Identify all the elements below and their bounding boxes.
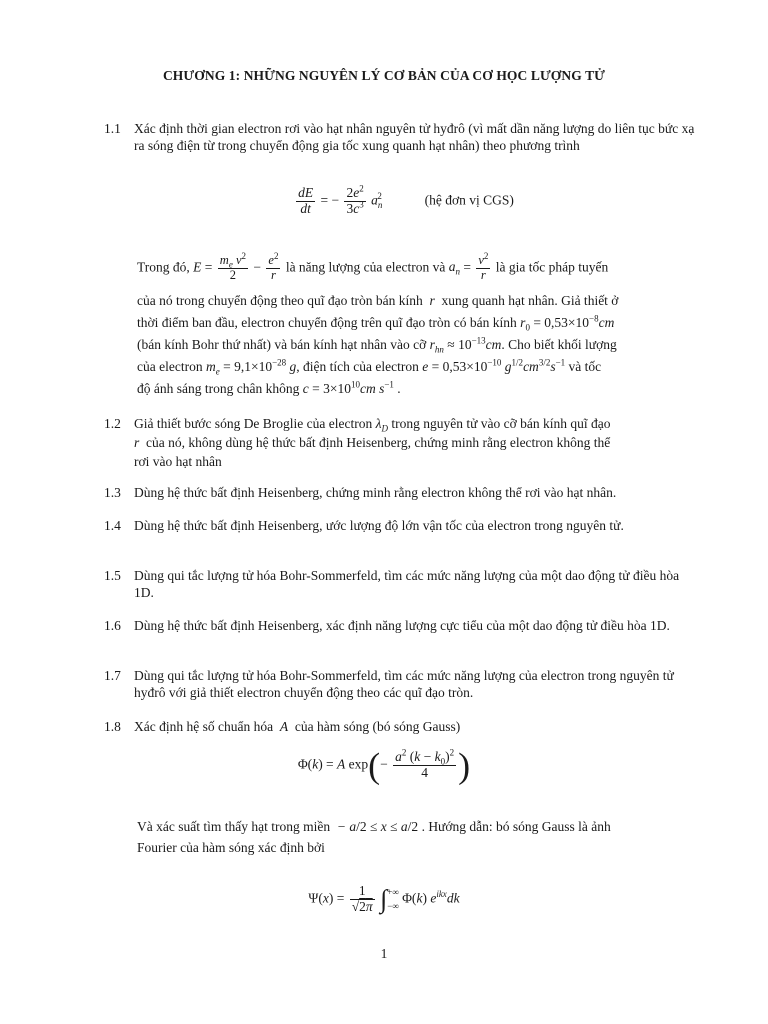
problem-text: Xác định thời gian electron rơi vào hạt nhân nguyên tử hyđrô (vì mất dần năng lượng do liên tục bức xạ ra sóng điện từ trong chuyển động gia tốc xung quanh hạt nhân) theo phương trình	[134, 121, 695, 153]
problem-1-1-details: Trong đó, E = $\frac{m_e v^2}{2}$ − $\frac{e^2}{r}$ là năng lượng của electron và $a_n$ = $\frac{v^2}{r}$ là gia tốc pháp tuyến của nó trong chuyển động theo quĩ đạo tròn bán kính r xung quanh hạt nhân. Giả thiết ở thời điểm ban đầu, electron chuyển động trên quĩ đạo tròn có bán kính $r_0 = 0,53\times 10^{-8}cm$ (bán kính Bohr thứ nhất) và bán kính hạt nhân vào cỡ $r_{hn} \approx 10^{-13}cm$. Cho biết khối lượng của electron $m_e = 9,1\times 10^{-28}$ g, điện tích của electron $e = 0,53\times 10^{-10}$ $g^{1/2}cm^{3/2}s^{-1}$ và tốc độ ánh sáng trong chân không $c = 3\times 10^{10}cm$ $s^{-1}$ .	[137, 250, 619, 396]
text-fragment: là gia tốc pháp tuyến	[495, 259, 609, 275]
problem-text: Giả thiết bước sóng De Broglie của electron $\lambda_D$ trong nguyên tử vào cỡ bán kính quĩ đạo r của nó, không dùng hệ thức bất định Heisenberg, chứng minh rằng electron không thể rơi vào hạt nhân	[134, 416, 611, 469]
text-fragment: Xác định hệ số chuẩn hóa	[134, 719, 274, 734]
problem-text: Dùng hệ thức bất định Heisenberg, xác định năng lượng cực tiểu của một dao động tử điều hòa 1D.	[134, 618, 670, 633]
text-fragment: (bán kính Bohr thứ nhất) và bán kính hạt nhân vào cỡ	[137, 337, 427, 352]
text-fragment: trong nguyên tử vào cỡ bán kính quĩ đạo	[391, 416, 611, 431]
text-fragment: Giả thiết bước sóng De Broglie của electron	[134, 416, 373, 431]
problem-1-8-details: Và xác suất tìm thấy hạt trong miền − a/2 ≤ x ≤ a/2 . Hướng dẫn: bó sóng Gauss là ảnh Fourier của hàm sóng xác định bởi	[137, 819, 611, 855]
text-fragment: là năng lượng của electron và	[285, 259, 446, 275]
text-fragment: của nó, không dùng hệ thức bất định Heisenberg, chứng minh rằng electron không thể	[146, 435, 611, 450]
equation-gaussian-wavepacket: Φ(k) = A exp(− $\frac{a^2 (k - k_0)^2}{4}$ )	[297, 745, 471, 786]
problem-text: Dùng qui tắc lượng tử hóa Bohr-Sommerfeld, tìm các mức năng lượng của electron trong nguyên tử hyđrô với giả thiết electron chuyển động theo các quĩ đạo tròn.	[134, 668, 674, 700]
problem-text: Dùng hệ thức bất định Heisenberg, ước lượng độ lớn vận tốc của electron trong nguyên tử.	[134, 518, 624, 533]
text-fragment: của electron	[137, 359, 203, 374]
text-fragment: rơi vào hạt nhân	[134, 454, 222, 469]
equation-fourier-transform: Ψ(x) = $\frac{1}{√2\pi}$ ∫+∞ −∞ Φ(k) $e^{ikx}dk$	[308, 883, 460, 914]
chapter-title: CHƯƠNG 1: NHỮNG NGUYÊN LÝ CƠ BẢN CỦA CƠ HỌC LƯỢNG TỬ	[162, 68, 606, 83]
text-fragment: độ ánh sáng trong chân không	[137, 381, 300, 396]
problem-text: Xác định hệ số chuẩn hóa A của hàm sóng (bó sóng Gauss)	[134, 719, 461, 734]
text-fragment: của nó trong chuyển động theo quĩ đạo tròn bán kính	[137, 293, 423, 308]
text-fragment: thời điểm ban đầu, electron chuyển động trên quĩ đạo tròn có bán kính	[137, 315, 517, 330]
text-fragment: Và xác suất tìm thấy hạt trong miền	[137, 819, 331, 834]
problem-number: 1.3	[104, 485, 121, 500]
text-fragment: Trong đó,	[137, 259, 190, 275]
text-fragment: xung quanh hạt nhân. Giả thiết ở	[441, 293, 619, 308]
text-fragment: , điện tích của electron	[296, 359, 419, 374]
text-fragment: của hàm sóng (bó sóng Gauss)	[294, 719, 461, 734]
text-fragment: Fourier của hàm sóng xác định bởi	[137, 840, 325, 855]
page-number: 1	[380, 946, 388, 961]
problem-number: 1.1	[104, 121, 121, 136]
problem-number: 1.2	[104, 416, 121, 431]
problem-text: Dùng hệ thức bất định Heisenberg, chứng minh rằng electron không thể rơi vào hạt nhân.	[134, 485, 617, 500]
problem-text: Dùng qui tắc lượng tử hóa Bohr-Sommerfeld, tìm các mức năng lượng của một dao động tử điều hòa 1D.	[134, 568, 680, 600]
cgs-note: (hệ đơn vị CGS)	[424, 192, 514, 208]
problem-number: 1.5	[104, 568, 121, 583]
text-fragment: . Hướng dẫn: bó sóng Gauss là ảnh	[421, 819, 611, 834]
problem-number: 1.7	[104, 668, 121, 683]
problem-number: 1.6	[104, 618, 121, 633]
text-fragment: và tốc	[568, 359, 602, 374]
problem-number: 1.8	[104, 719, 121, 734]
equation-dE-dt: $\frac{dE}{dt}$ = − $\frac{2e^2}{3c^3}$ $a_n^2$ (hệ đơn vị CGS)	[298, 183, 514, 216]
text-fragment: . Cho biết khối lượng	[501, 337, 617, 352]
problem-number: 1.4	[104, 518, 121, 533]
